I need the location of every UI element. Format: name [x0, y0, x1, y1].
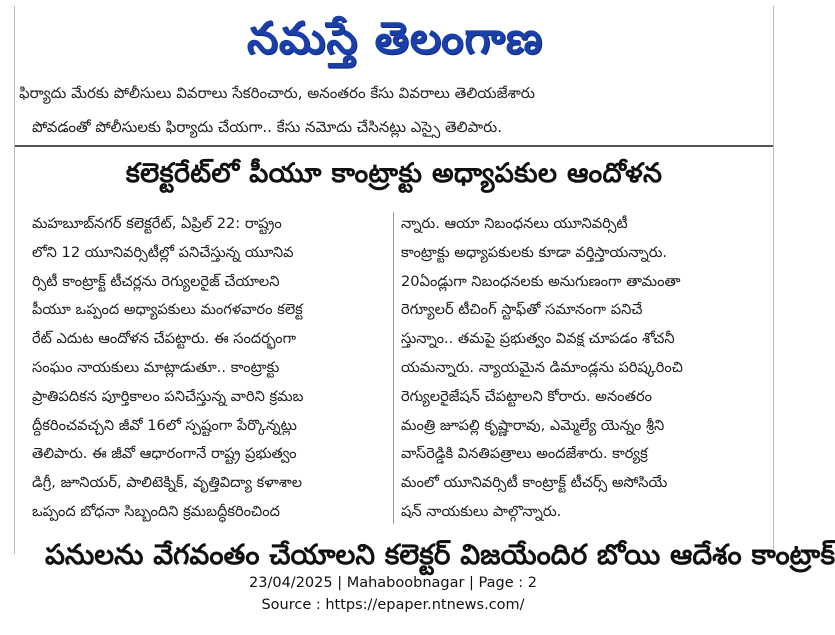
clipping-footer	[0, 572, 786, 616]
article-column-left	[32, 210, 387, 527]
body-line: ప్రాతిపదికన పూర్తికాలం పనిచేస్తున్న వారిని క్రమబ	[32, 387, 304, 405]
body-line: రెగ్యులరైజేషన్ చేపట్టాలని కోరారు. అనంతరం	[401, 387, 652, 405]
body-line: న్నారు. ఆయా నిబంధనలు యూనివర్సిటీ	[401, 215, 628, 232]
body-line: రెగ్యూలర్ టీచింగ్ స్టాఫ్‌తో సమానంగా పనిచే	[401, 301, 643, 319]
body-line: యమన్నారు. న్యాయమైన డిమాండ్లను పరిష్కరించి	[401, 358, 683, 376]
body-line: డిగ్రీ, జూనియర్, పాలిటెక్నిక్, వృత్తివిద్యా కళాశాల	[32, 474, 303, 492]
previous-article-last-line: పోవడంతో పోలీసులకు ఫిర్యాదు చేయగా.. కేసు నమోదు చేసినట్లు ఎస్సై తెలిపారు.	[32, 118, 502, 136]
body-line: పీయూ ఒప్పంద అధ్యాపకులు మంగళవారం కలెక్ట	[32, 301, 303, 319]
body-line: వాస్‌రెడ్డికి వినతిపత్రాలు అందజేశారు. కార్యక్ర	[401, 445, 648, 463]
column-divider	[393, 212, 394, 524]
body-line: 20ఏండ్లుగా నిబంధనలకు అనుగుణంగా తామంతా	[401, 272, 681, 290]
footer-meta: 23/04/2025 | Mahaboobnagar | Page : 2	[249, 575, 537, 591]
body-line: మహబూబ్‌నగర్ కలెక్టరేట్, ఏప్రిల్ 22: రాష్ట్రం	[32, 215, 282, 232]
body-line: రేట్ ఎదుట ఆందోళన చేపట్టారు. ఈ సందర్భంగా	[32, 330, 297, 348]
masthead-title: నమస్తే తెలంగాణ	[246, 13, 544, 64]
body-line: మంలో యూనివర్సిటీ కాంట్రాక్ట్ టీచర్స్ అసోసియే	[401, 474, 668, 492]
body-line: సంఘం నాయకులు మాట్లాడుతూ.. కాంట్రాక్టు	[32, 358, 280, 376]
epaper-clipping	[14, 6, 835, 571]
body-line: ద్దీకరించవచ్చని జీవో 16లో స్పష్టంగా పేర్కొన్నట్లు	[32, 416, 297, 434]
body-line: తెలిపారు. ఈ జీవో ఆధారంగానే రాష్ట్ర ప్రభుత్వం	[32, 445, 297, 463]
body-line: కాంట్రాక్టు అధ్యాపకులకు కూడా వర్తిస్తాయన్నారు.	[401, 243, 668, 261]
next-article-cut-headline: పనులను వేగవంతం చేయాలని కలెక్టర్ విజయేందిర బోయి ఆదేశం కాంట్రాక్	[45, 538, 835, 571]
body-line: షన్ నాయకులు పాల్గొన్నారు.	[401, 502, 562, 520]
body-line: ర్సిటీ కాంట్రాక్ట్ టీచర్లను రెగ్యులరైజ్ చేయాలని	[32, 272, 280, 290]
section-divider	[15, 145, 773, 147]
article-column-right	[401, 210, 763, 527]
body-line: ఒప్పంద బోధనా సిబ్బందిని క్రమబద్ధీకరించింద	[32, 502, 280, 520]
previous-article-cut-line: ఫిర్యాదు మేరకు పోలీసులు వివరాలు సేకరించారు, అనంతరం కేసు వివరాలు తెలియజేశారు	[19, 84, 535, 102]
newspaper-masthead	[195, 6, 595, 82]
body-line: లోని 12 యూనివర్సిటీల్లో పనిచేస్తున్న యూనివ	[32, 243, 294, 261]
body-line: మంత్రి జూపల్లి కృష్ణారావు, ఎమ్మెల్యే యెన్నం శ్రీని	[401, 416, 665, 434]
footer-source: Source : https://epaper.ntnews.com/	[261, 597, 525, 613]
body-line: స్తున్నాం.. తమపై ప్రభుత్వం వివక్ష చూపడం శోచనీ	[401, 330, 675, 348]
article-headline: కలెక్టరేట్‌లో పీయూ కాంట్రాక్టు అధ్యాపకుల ఆందోళన	[125, 158, 663, 189]
